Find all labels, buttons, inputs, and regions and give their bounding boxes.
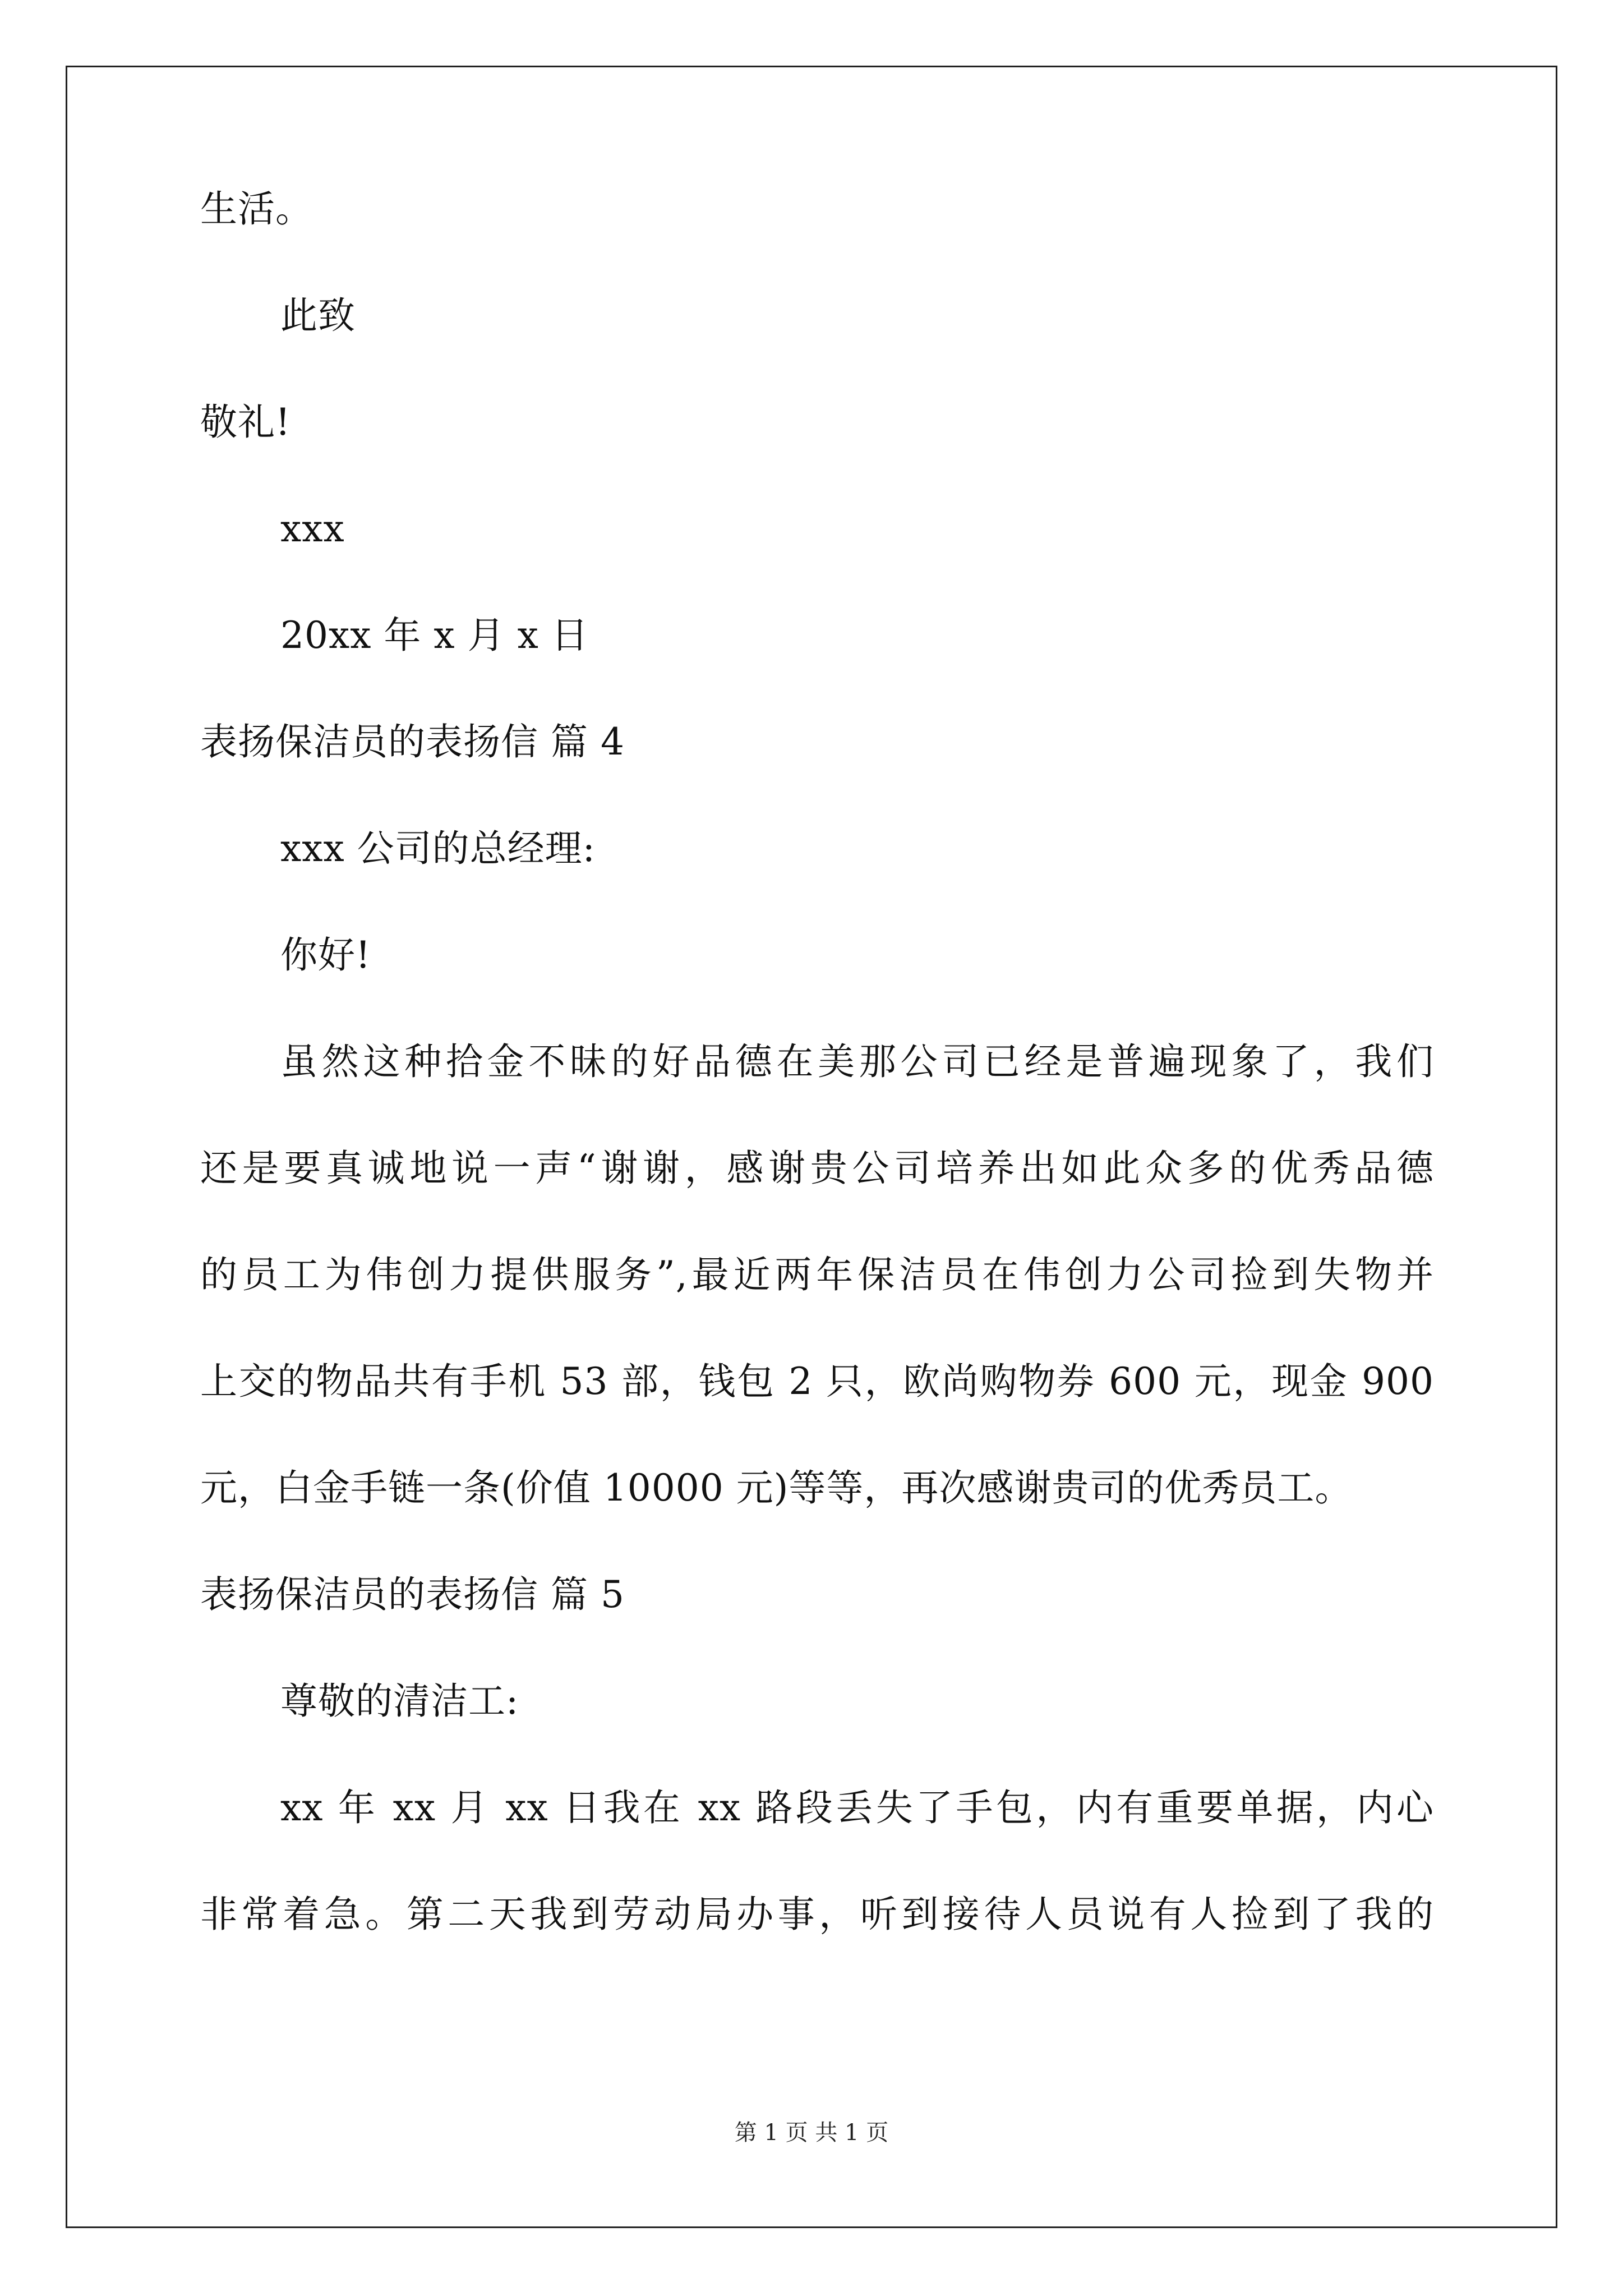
addressee-line: xxx 公司的总经理:: [280, 827, 596, 870]
greeting-line: 你好!: [280, 933, 371, 977]
paragraph-line: 的员工为伟创力提供服务”,最近两年保洁员在伟创力公司捡到失物并: [200, 1253, 1434, 1296]
section-heading: 表扬保洁员的表扬信 篇 4: [200, 720, 625, 763]
paragraph-line: xx 年 xx 月 xx 日我在 xx 路段丢失了手包，内有重要单据，内心: [280, 1786, 1434, 1829]
salutation-line: 此致: [280, 294, 356, 337]
paragraph-line: 元，白金手链一条(价值 10000 元)等等，再次感谢贵司的优秀员工。: [200, 1466, 1353, 1510]
closing-line: 敬礼!: [200, 401, 291, 444]
date-line: 20xx 年 x 月 x 日: [280, 614, 589, 657]
signature-line: xxx: [280, 507, 345, 550]
text-line: 生活。: [200, 187, 313, 231]
paragraph-line: 上交的物品共有手机 53 部，钱包 2 只，欧尚购物券 600 元，现金 900: [200, 1360, 1434, 1403]
page-footer: 第 1 页 共 1 页: [734, 2120, 889, 2146]
section-heading: 表扬保洁员的表扬信 篇 5: [200, 1573, 625, 1616]
paragraph-line: 非常着急。第二天我到劳动局办事，听到接待人员说有人捡到了我的: [200, 1893, 1434, 1936]
paragraph-line: 还是要真诚地说一声“谢谢，感谢贵公司培养出如此众多的优秀品德: [200, 1147, 1434, 1190]
paragraph-line: 虽然这种拾金不昧的好品德在美那公司已经是普遍现象了，我们: [280, 1040, 1434, 1083]
addressee-line: 尊敬的清洁工:: [280, 1680, 519, 1723]
